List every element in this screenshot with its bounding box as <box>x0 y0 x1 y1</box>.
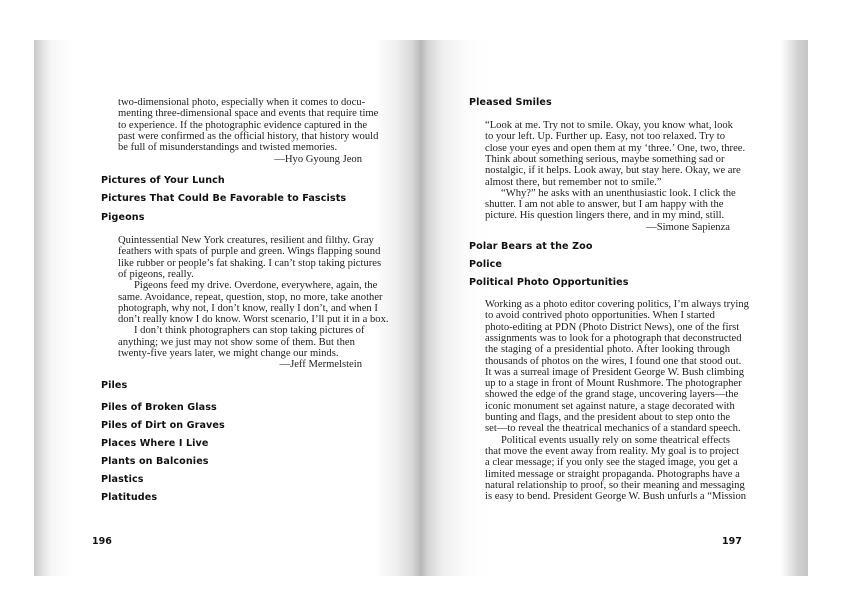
body-text-line: bunting and flags, and the president about to step onto the <box>485 412 731 423</box>
section-heading: Pictures of Your Lunch <box>101 175 225 186</box>
body-text-line: iconic monument set against nature, a stage decorated with <box>485 400 735 412</box>
section-heading: Political Photo Opportunities <box>469 277 629 288</box>
body-text-line: same. Avoidance, repeat, question, stop, no more, take another <box>118 291 383 303</box>
section-heading: Pictures That Could Be Favorable to Fascists <box>101 193 347 204</box>
body-text-line: Quintessential New York creatures, resilient and filthy. Gray <box>118 235 374 246</box>
section-heading: Pleased Smiles <box>469 97 552 108</box>
section-heading: Polar Bears at the Zoo <box>469 241 593 252</box>
body-text-line: twenty-five years later, we might change our minds. <box>118 348 339 359</box>
section-heading: Piles of Broken Glass <box>101 402 217 413</box>
body-text-line: be full of misunderstandings and twisted memories. <box>118 142 338 154</box>
body-text-line: set—to reveal the theatrical mechanics of a standard speech. <box>485 423 741 435</box>
attribution: —Jeff Mermelstein <box>279 359 362 371</box>
section-heading: Places Where I Live <box>101 438 209 449</box>
body-text-line: picture. His question lingers there, and in my mind, still. <box>485 210 725 222</box>
body-text-line: don’t really know I do know. Worst scenario, I’ll put it in a box. <box>118 314 389 326</box>
body-text-line: up to a stage in front of Mount Rushmore. The photographer <box>485 378 742 390</box>
section-heading: Pigeons <box>101 212 145 223</box>
body-text-line: Working as a photo editor covering politics, I’m always trying <box>485 299 749 310</box>
section-heading: Piles <box>101 380 128 391</box>
body-text-line: “Look at me. Try not to smile. Okay, you know what, look <box>485 120 733 131</box>
body-text-line: photograph, why not, I don’t know, really I don’t, and when I <box>118 302 378 314</box>
body-text-line: to avoid contrived photo opportunities. When I started <box>485 310 715 322</box>
body-text-line: “Why?” he asks with an unenthusiastic look. I click the <box>501 187 736 199</box>
body-text-line: like rubber or people’s fat shaking. I can’t stop taking pictures <box>118 257 382 269</box>
page-number-left: 196 <box>92 536 112 547</box>
body-text-line: Pigeons feed my drive. Overdone, everywhere, again, the <box>134 280 378 292</box>
section-heading: Plants on Balconies <box>101 456 209 467</box>
body-text-line: two-dimensional photo, especially when it comes to docu- <box>118 97 366 108</box>
body-text-line: almost there, but remember not to smile.” <box>485 176 662 188</box>
body-text-line: to experience. If the photographic evidence captured in the <box>118 119 368 131</box>
body-text-line: limited message or straight propaganda. Photographs have a <box>485 468 740 480</box>
body-text-line: past were confirmed as the official history, that history would <box>118 130 379 142</box>
body-text-line: Political events usually rely on some theatrical effects <box>501 434 730 446</box>
body-text-line: shutter. I am not able to answer, but I am happy with the <box>485 199 724 211</box>
body-text-line: assignments was to look for a photograph that deconstructed <box>485 332 742 344</box>
section-heading: Plastics <box>101 474 144 485</box>
body-text-line: a clear message; if you only see the staged image, you get a <box>485 457 738 469</box>
body-text-line: natural relationship to proof, so their meaning and messaging <box>485 479 745 491</box>
section-heading: Piles of Dirt on Graves <box>101 420 225 431</box>
body-text-line: photo-editing at PDN (Photo District News), one of the first <box>485 321 740 333</box>
body-text-line: Think about something serious, maybe something sad or <box>485 153 725 165</box>
body-text-line: thousands of photos on the wires, I found one that stood out. <box>485 355 742 367</box>
body-text-line: to your left. Up. Further up. Easy, not too relaxed. Try to <box>485 131 725 143</box>
body-text-line: anything; we just may not show some of them. But then <box>118 336 355 348</box>
page-number-right: 197 <box>722 536 742 547</box>
body-text-line: the staging of a presidential photo. After looking through <box>485 344 730 356</box>
section-heading: Platitudes <box>101 492 158 503</box>
body-text-line: showed the edge of the grand stage, uncovering layers—the <box>485 389 739 401</box>
body-text-line: I don’t think photographers can stop taking pictures of <box>134 325 365 337</box>
body-text-line: It was a surreal image of President George W. Bush climbing <box>485 366 745 378</box>
body-text-line: close your eyes and open them at my ‘three.’ One, two, three. <box>485 142 746 154</box>
attribution: —Hyo Gyoung Jeon <box>274 153 362 165</box>
section-heading: Police <box>469 259 502 270</box>
body-text-line: feathers with spats of purple and green. Wings flapping sound <box>118 246 381 258</box>
body-text-line: that move the event away from reality. My goal is to project <box>485 445 740 457</box>
body-text-line: nostalgic, if it helps. Look away, but stay here. Okay, we are <box>485 165 741 177</box>
body-text-line: is easy to bend. President George W. Bush unfurls a “Mission <box>485 491 747 503</box>
attribution: —Simone Sapienza <box>646 221 730 233</box>
body-text-line: menting three-dimensional space and events that require time <box>118 108 379 120</box>
body-text-line: of pigeons, really. <box>118 268 194 280</box>
